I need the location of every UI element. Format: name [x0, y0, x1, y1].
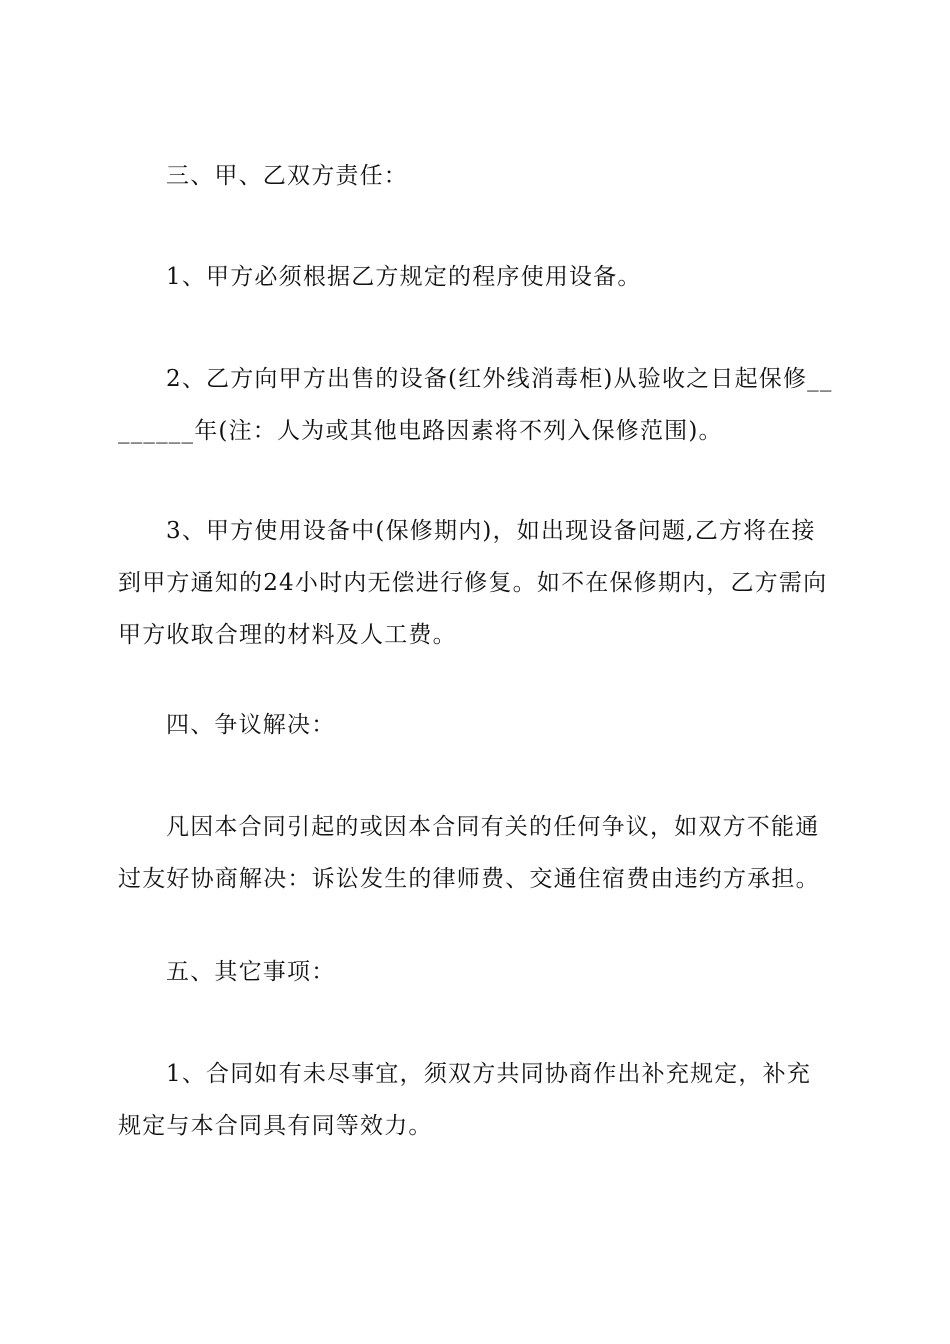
clause-1-usage: 1、甲方必须根据乙方规定的程序使用设备。 — [166, 264, 642, 290]
clause-3-repair: 3、甲方使用设备中(保修期内)，如出现设备问题,乙方将在接到甲方通知的24小时内无偿进行修复。如不在保修期内，乙方需向甲方收取合理的材料及人工费。 — [118, 518, 828, 648]
other-clause-1: 1、合同如有未尽事宜，须双方共同协商作出补充规定，补充规定与本合同具有同等效力。 — [118, 1061, 812, 1139]
clause-2-warranty: 2、乙方向甲方出售的设备(红外线消毒柜)从验收之日起保修________年(注：人为或其他电路因素将不列入保修范围)。 — [118, 366, 833, 444]
section-heading-other-matters: 五、其它事项： — [166, 959, 336, 985]
section-heading-responsibilities: 三、甲、乙双方责任： — [166, 163, 408, 189]
section-heading-dispute: 四、争议解决： — [166, 712, 336, 738]
dispute-clause: 凡因本合同引起的或因本合同有关的任何争议，如双方不能通过友好协商解决：诉讼发生的律师费、交通住宿费由违约方承担。 — [118, 814, 820, 892]
